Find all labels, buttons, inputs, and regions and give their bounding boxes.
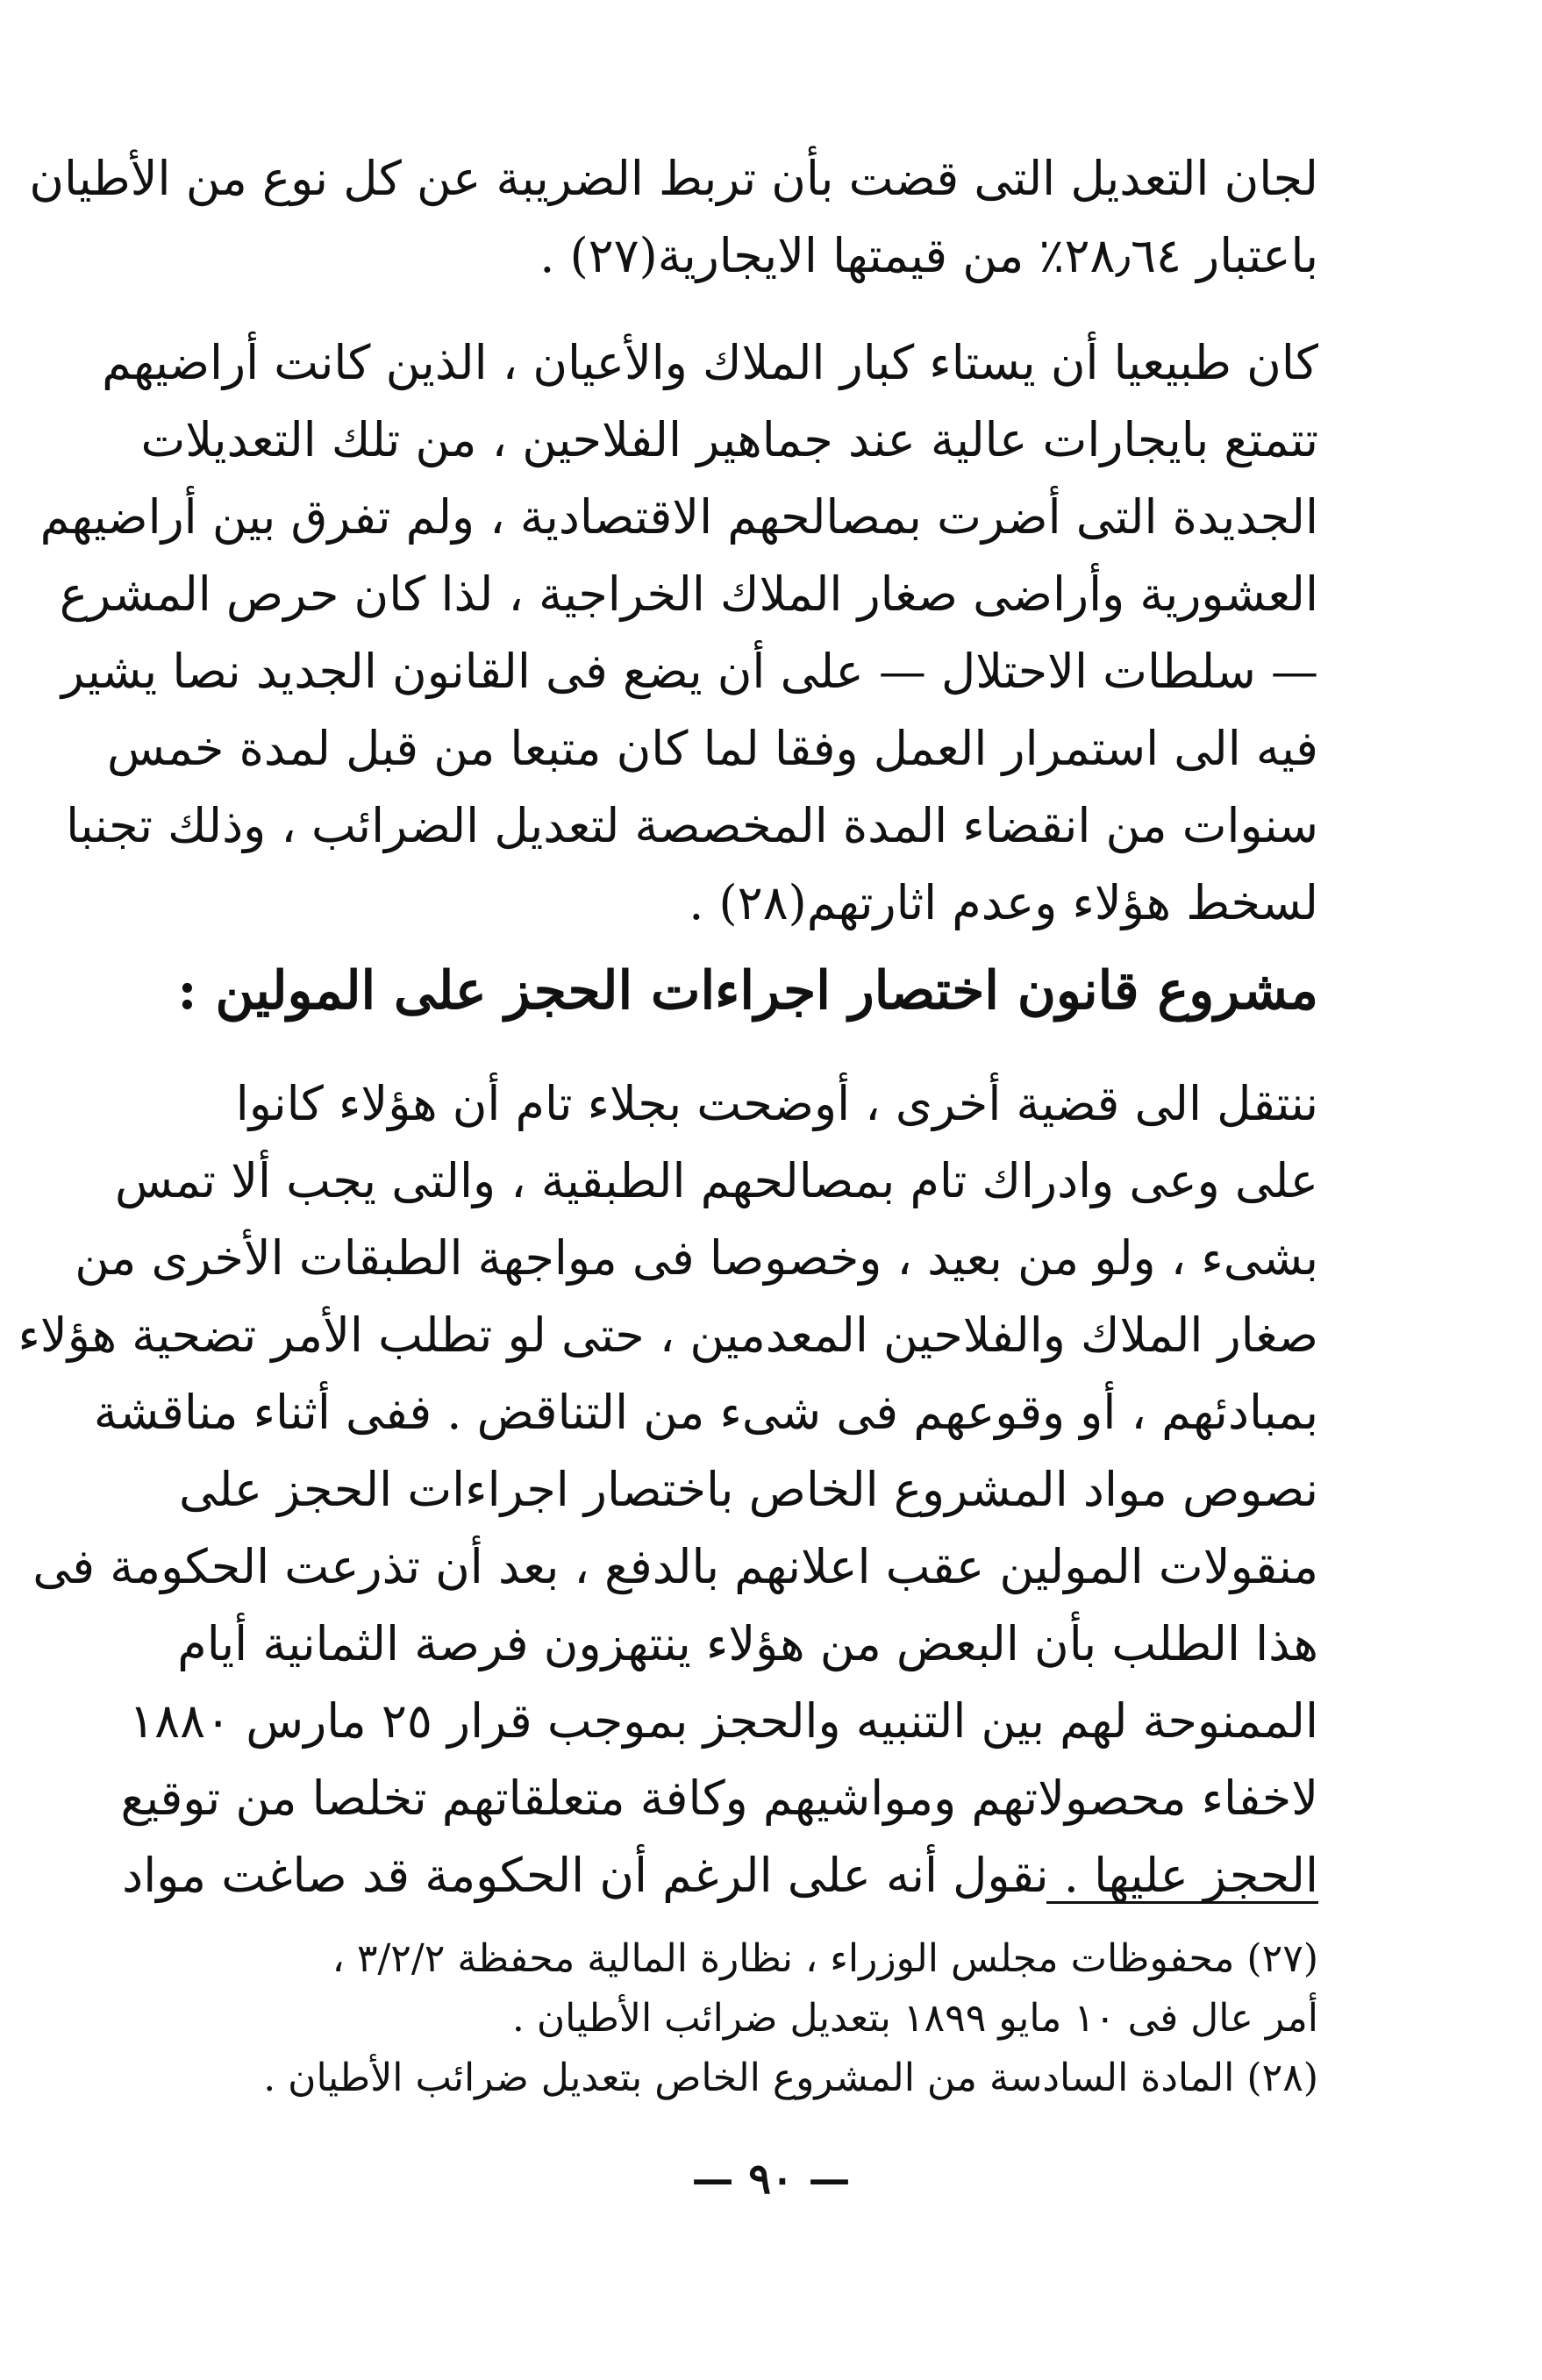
text-line: لسخط هؤلاء وعدم اثارتهم(٢٨) . [689,875,1318,930]
text-line: كان طبيعيا أن يستاء كبار الملاك والأعيان ، الذين كانت أراضيهم [102,335,1318,390]
text-line: العشورية وأراضى صغار الملاك الخراجية ، لذا كان حرص المشرع [59,566,1318,622]
section-heading: مشروع قانون اختصار اجراءات الحجز على المولين : [177,960,1318,1022]
footnote-line: أمر عال فى ١٠ مايو ١٨٩٩ بتعديل ضرائب الأطيان . [511,1996,1318,2041]
text-line: — سلطات الاحتلال — على أن يضع فى القانون الجديد نصا يشير [61,644,1318,699]
text-line: صغار الملاك والفلاحين المعدمين ، حتى لو تطلب الأمر تضحية هؤلاء [18,1308,1318,1363]
text-line: بمبادئهم ، أو وقوعهم فى شىء من التناقض . ففى أثناء مناقشة [93,1385,1318,1440]
text-line: تتمتع بايجارات عالية عند جماهير الفلاحين ، من تلك التعديلات [140,412,1318,467]
text-line: سنوات من انقضاء المدة المخصصة لتعديل الضرائب ، وذلك تجنبا [66,798,1318,853]
text-line: نصوص مواد المشروع الخاص باختصار اجراءات الحجز على [178,1462,1318,1517]
text-line: الممنوحة لهم بين التنبيه والحجز بموجب قرار ٢٥ مارس ١٨٨٠ [129,1693,1318,1749]
text-line: ننتقل الى قضية أخرى ، أوضحت بجلاء تام أن هؤلاء كانوا [235,1076,1318,1131]
paragraph-continuation [29,140,1318,295]
text-line: الحجز عليها . نقول أنه على الرغم أن الحكومة قد صاغت مواد [122,1848,1318,1903]
text-line: الجديدة التى أضرت بمصالحهم الاقتصادية ، ولم تفرق بين أراضيهم [39,489,1318,545]
text-line: فيه الى استمرار العمل وفقا لما كان متبعا من قبل لمدة خمس [106,721,1318,776]
footnote-line: (٢٨) المادة السادسة من المشروع الخاص بتعديل ضرائب الأطيان . [263,2056,1318,2100]
paragraph-landowners [39,324,1318,942]
page-number: — ٩٠ — [691,2155,851,2204]
text-line: لاخفاء محصولاتهم ومواشيهم وكافة متعلقاتهم تخلصا من توقيع [120,1771,1318,1826]
paragraph-seizure-procedures [18,1065,1318,1914]
text-line: بشىء ، ولو من بعيد ، وخصوصا فى مواجهة الطبقات الأخرى من [75,1230,1318,1286]
footnotes [222,1929,1318,2108]
text-line: هذا الطلب بأن البعض من هؤلاء ينتهزون فرصة الثمانية أيام [177,1616,1318,1671]
text-line: لجان التعديل التى قضت بأن تربط الضريبة عن كل نوع من الأطيان [29,151,1318,206]
text-line: على وعى وادراك تام بمصالحهم الطبقية ، والتى يجب ألا تمس [114,1153,1318,1208]
text-line: منقولات المولين عقب اعلانهم بالدفع ، بعد أن تذرعت الحكومة فى [32,1539,1318,1594]
text-line: باعتبار ٢٨٫٦٤٪ من قيمتها الايجارية(٢٧) . [539,228,1318,283]
footnote-divider [1046,1901,1318,1904]
footnote-line: (٢٧) محفوظات مجلس الوزراء ، نظارة المالية محفظة ٣/٢/٢ ، [332,1936,1318,1981]
